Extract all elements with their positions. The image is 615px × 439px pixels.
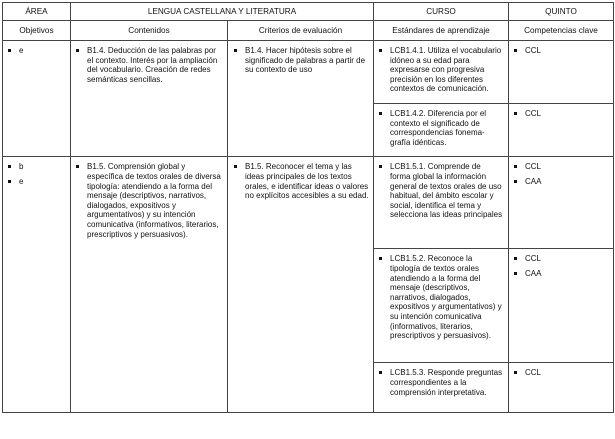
objetivos-cell <box>3 41 71 157</box>
col-objetivos: Objetivos <box>3 21 71 41</box>
criterio-cell <box>228 41 374 157</box>
competencias-cell <box>509 157 614 249</box>
contenido-text: B1.5. Comprensión global y específica de textos orales de diversa tipología: atendiendo a la forma del mensaje (descriptivos, narrativos, dialogados, expositivos y argumentativos) y su intención comunicativa (informativos, literarios, prescriptivos y persuasivos). <box>76 162 222 239</box>
col-contenidos: Contenidos <box>71 21 228 41</box>
contenido-text: B1.4. Deducción de las palabras por el contexto. Interés por la ampliación del vocabulario. Creación de redes semánticas sencillas. <box>76 46 222 84</box>
col-criterios: Criterios de evaluación <box>228 21 374 41</box>
contenido-cell <box>71 157 228 413</box>
competencia-item: CCL <box>514 46 608 56</box>
estandar-text: LCB1.5.1. Comprende de forma global la información general de textos orales de uso habitual, del ámbito escolar y social, identifica el tema y selecciona las ideas principales <box>379 162 503 220</box>
estandar-text: LCB1.5.2. Reconoce la tipología de textos orales atendiendo a la forma del mensaje (descriptivos, narrativos, dialogados, expositivos y argumentativos) y su intención comunicativa (informativos, literarios, prescriptivos y persuasivos). <box>379 254 503 340</box>
estandar-text: LCB1.4.2. Diferencia por el contexto el significado de correspondencias fonema-grafía idénticas. <box>379 109 503 147</box>
estandar-text: LCB1.5.3. Responde preguntas correspondientes a la comprensión interpretativa. <box>379 368 503 397</box>
competencia-item: CAA <box>514 177 608 187</box>
estandar-cell <box>374 103 509 156</box>
estandar-cell <box>374 249 509 363</box>
competencia-item: CCL <box>514 368 608 378</box>
col-estandares: Estándares de aprendizaje <box>374 21 509 41</box>
objetivo-item: b <box>8 162 65 172</box>
competencias-cell <box>509 41 614 104</box>
competencia-item: CAA <box>514 269 608 279</box>
objetivo-item: e <box>8 46 65 56</box>
competencia-item: CCL <box>514 254 608 264</box>
estandar-text: LCB1.4.1. Utiliza el vocabulario idóneo a su edad para expresarse con progresiva precisión en los diferentes contextos de comunicación. <box>379 46 503 94</box>
competencias-cell <box>509 363 614 413</box>
subject-title: LENGUA CASTELLANA Y LITERATURA <box>71 3 374 21</box>
criterio-text: B1.4. Hacer hipótesis sobre el significado de palabras a partir de su contexto de uso <box>234 46 369 75</box>
contenido-cell <box>71 41 228 157</box>
criterio-cell <box>228 157 374 413</box>
estandar-cell <box>374 41 509 104</box>
course-value: QUINTO <box>509 3 614 21</box>
estandar-cell <box>374 157 509 249</box>
col-competencias: Competencias clave <box>509 21 614 41</box>
objetivos-cell <box>3 157 71 413</box>
competencia-item: CCL <box>514 162 608 172</box>
curriculum-table <box>2 2 614 413</box>
estandar-cell <box>374 363 509 413</box>
competencias-cell <box>509 103 614 156</box>
criterio-text: B1.5. Reconocer el tema y las ideas principales de los textos orales, e identificar ideas o valores no explícitos accesibles a su edad. <box>234 162 369 200</box>
competencia-item: CCL <box>514 109 608 119</box>
objetivo-item: e <box>8 177 65 187</box>
area-label: ÁREA <box>3 3 71 21</box>
competencias-cell <box>509 249 614 363</box>
course-label: CURSO <box>374 3 509 21</box>
